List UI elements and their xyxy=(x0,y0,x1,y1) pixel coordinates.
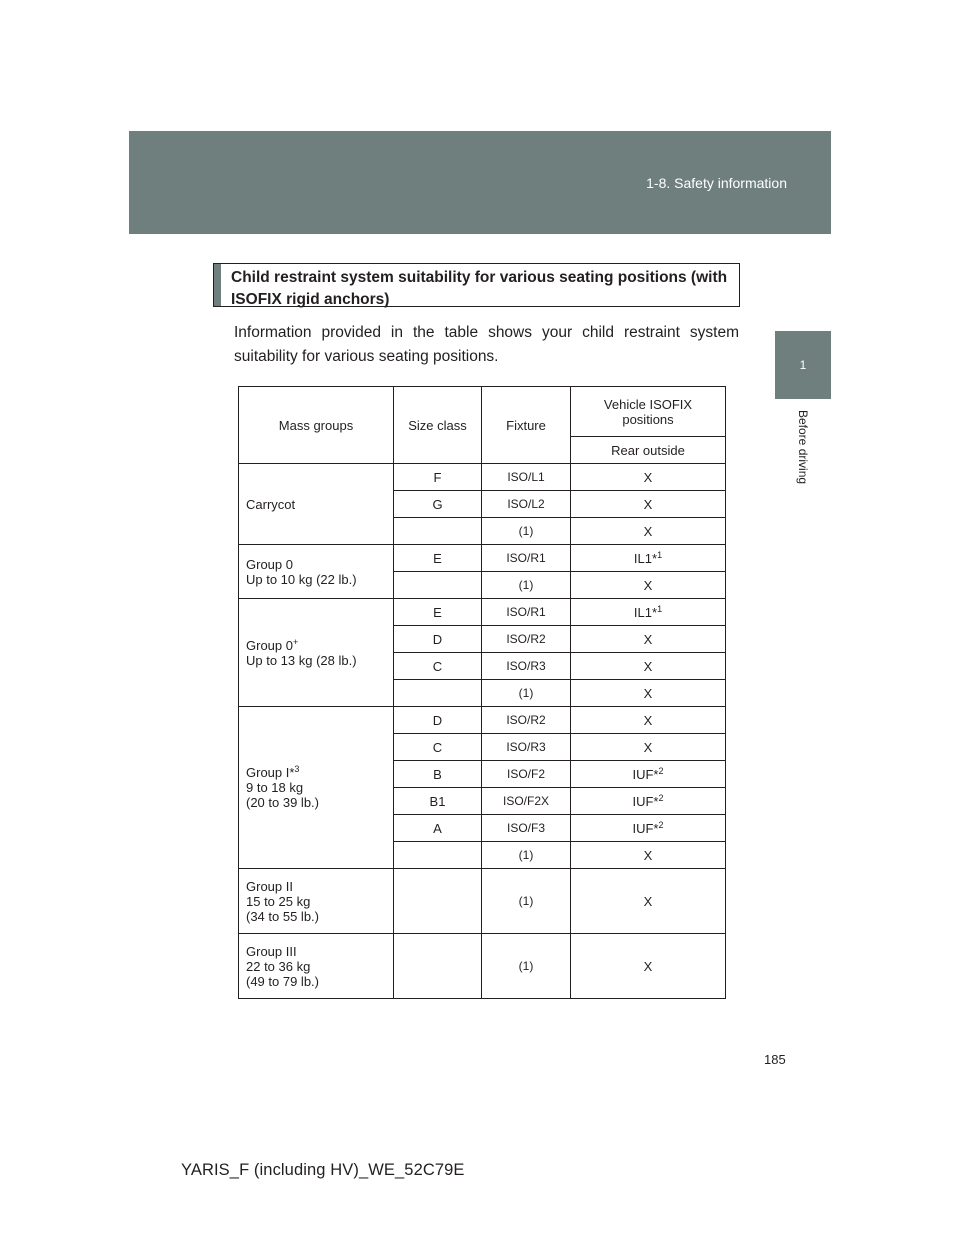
mass-group-cell xyxy=(239,464,394,545)
fixture-cell: ISO/R1 xyxy=(482,599,571,626)
rear-outside-value: X xyxy=(643,685,653,701)
size-class-cell xyxy=(394,572,482,599)
section-heading: Child restraint system suitability for various seating positions (with ISOFIX rigid anchors) xyxy=(231,269,728,308)
header-band xyxy=(129,131,831,234)
rear-outside-superscript: 2 xyxy=(658,765,664,776)
size-class-cell: A xyxy=(394,815,482,842)
rear-outside-cell xyxy=(571,599,726,626)
rear-outside-value: IUF* xyxy=(632,766,659,782)
size-class-cell xyxy=(394,680,482,707)
isofix-suitability-table xyxy=(238,386,726,999)
size-class-cell: B xyxy=(394,761,482,788)
size-class-cell: E xyxy=(394,545,482,572)
rear-outside-value: X xyxy=(643,496,653,512)
rear-outside-value: IUF* xyxy=(632,820,659,836)
mass-group-line: (34 to 55 lb.) xyxy=(246,908,319,924)
rear-outside-superscript: 1 xyxy=(657,549,663,560)
rear-outside-cell xyxy=(571,680,726,707)
rear-outside-cell xyxy=(571,734,726,761)
mass-group-line: Group 0 xyxy=(246,637,293,653)
mass-group-line: Up to 13 kg (28 lb.) xyxy=(246,652,357,668)
fixture-cell: (1) xyxy=(482,572,571,599)
mass-group-cell xyxy=(239,599,394,707)
rear-outside-value: X xyxy=(643,577,653,593)
mass-group-superscript: + xyxy=(292,636,299,647)
table-row xyxy=(239,707,726,734)
rear-outside-value: X xyxy=(643,469,653,485)
mass-group-cell xyxy=(239,869,394,934)
rear-outside-value: X xyxy=(643,712,653,728)
fixture-cell: ISO/L1 xyxy=(482,464,571,491)
rear-outside-value: X xyxy=(643,739,653,755)
rear-outside-cell xyxy=(571,869,726,934)
fixture-cell: ISO/R3 xyxy=(482,653,571,680)
mass-group-cell xyxy=(239,707,394,869)
header-size-class: Size class xyxy=(394,387,482,464)
fixture-cell: ISO/R3 xyxy=(482,734,571,761)
rear-outside-value: X xyxy=(643,847,653,863)
fixture-cell: ISO/R1 xyxy=(482,545,571,572)
fixture-cell: (1) xyxy=(482,842,571,869)
rear-outside-cell xyxy=(571,626,726,653)
mass-group-line: 15 to 25 kg xyxy=(246,893,311,909)
size-class-cell: B1 xyxy=(394,788,482,815)
rear-outside-value: X xyxy=(643,958,653,974)
mass-group-line: (20 to 39 lb.) xyxy=(246,795,319,810)
rear-outside-value: IL1* xyxy=(633,604,658,620)
size-class-cell xyxy=(394,934,482,999)
rear-outside-superscript: 2 xyxy=(658,819,664,830)
header-vehicle-isofix-positions-text: Vehicle ISOFIX positions xyxy=(603,396,693,427)
mass-group-cell xyxy=(239,545,394,599)
table-row xyxy=(239,869,726,934)
rear-outside-cell xyxy=(571,572,726,599)
mass-group-line: Group 0 xyxy=(246,556,293,572)
rear-outside-cell xyxy=(571,761,726,788)
fixture-cell: (1) xyxy=(482,518,571,545)
footer-document-code: YARIS_F (including HV)_WE_52C79E xyxy=(181,1161,465,1179)
size-class-cell: C xyxy=(394,734,482,761)
chapter-tab xyxy=(775,331,831,399)
rear-outside-cell xyxy=(571,653,726,680)
table-row xyxy=(239,545,726,572)
mass-group-superscript: 3 xyxy=(294,764,300,774)
size-class-cell: D xyxy=(394,626,482,653)
fixture-cell: (1) xyxy=(482,869,571,934)
rear-outside-value: IUF* xyxy=(632,793,659,809)
size-class-cell: E xyxy=(394,599,482,626)
fixture-cell: ISO/F2 xyxy=(482,761,571,788)
rear-outside-value: X xyxy=(643,631,653,647)
fixture-cell: (1) xyxy=(482,934,571,999)
table-row xyxy=(239,934,726,999)
rear-outside-cell xyxy=(571,545,726,572)
size-class-cell: C xyxy=(394,653,482,680)
mass-group-line: Carrycot xyxy=(246,496,296,512)
header-fixture: Fixture xyxy=(482,387,571,464)
mass-group-line: Up to 10 kg (22 lb.) xyxy=(246,571,357,587)
rear-outside-value: IL1* xyxy=(633,550,658,566)
size-class-cell xyxy=(394,842,482,869)
rear-outside-cell xyxy=(571,934,726,999)
size-class-cell xyxy=(394,518,482,545)
fixture-cell: ISO/R2 xyxy=(482,626,571,653)
header-section-title: 1-8. Safety information xyxy=(646,175,787,191)
mass-group-line: Group I* xyxy=(246,765,295,780)
fixture-cell: ISO/R2 xyxy=(482,707,571,734)
rear-outside-value: X xyxy=(643,658,653,674)
mass-group-line: 9 to 18 kg xyxy=(246,780,304,795)
rear-outside-cell xyxy=(571,842,726,869)
size-class-cell xyxy=(394,869,482,934)
mass-group-line: (49 to 79 lb.) xyxy=(246,973,319,989)
header-vehicle-isofix-positions xyxy=(571,387,726,437)
rear-outside-cell xyxy=(571,491,726,518)
rear-outside-superscript: 1 xyxy=(657,603,663,614)
mass-group-line: Group III xyxy=(246,943,297,959)
header-rear-outside: Rear outside xyxy=(571,437,726,464)
mass-group-cell xyxy=(239,934,394,999)
rear-outside-cell xyxy=(571,518,726,545)
size-class-cell: D xyxy=(394,707,482,734)
rear-outside-value: X xyxy=(643,893,653,909)
size-class-cell: G xyxy=(394,491,482,518)
page-number: 185 xyxy=(764,1052,786,1067)
rear-outside-superscript: 2 xyxy=(658,792,664,803)
section-heading-bar xyxy=(214,264,221,306)
table-row xyxy=(239,599,726,626)
rear-outside-cell xyxy=(571,815,726,842)
fixture-cell: ISO/L2 xyxy=(482,491,571,518)
chapter-number: 1 xyxy=(799,358,807,372)
intro-paragraph: Information provided in the table shows your child restraint system suitability for various seating positions. xyxy=(234,324,739,365)
header-mass-groups: Mass groups xyxy=(239,387,394,464)
fixture-cell: ISO/F2X xyxy=(482,788,571,815)
fixture-cell: (1) xyxy=(482,680,571,707)
rear-outside-value: X xyxy=(643,523,653,539)
size-class-cell: F xyxy=(394,464,482,491)
rear-outside-cell xyxy=(571,707,726,734)
table-row xyxy=(239,464,726,491)
mass-group-line: Group II xyxy=(246,878,293,894)
rear-outside-cell xyxy=(571,788,726,815)
chapter-title: Before driving xyxy=(796,410,810,485)
fixture-cell: ISO/F3 xyxy=(482,815,571,842)
rear-outside-cell xyxy=(571,464,726,491)
mass-group-line: 22 to 36 kg xyxy=(246,958,311,974)
section-heading-box xyxy=(213,263,740,307)
table-header-row xyxy=(239,387,726,437)
